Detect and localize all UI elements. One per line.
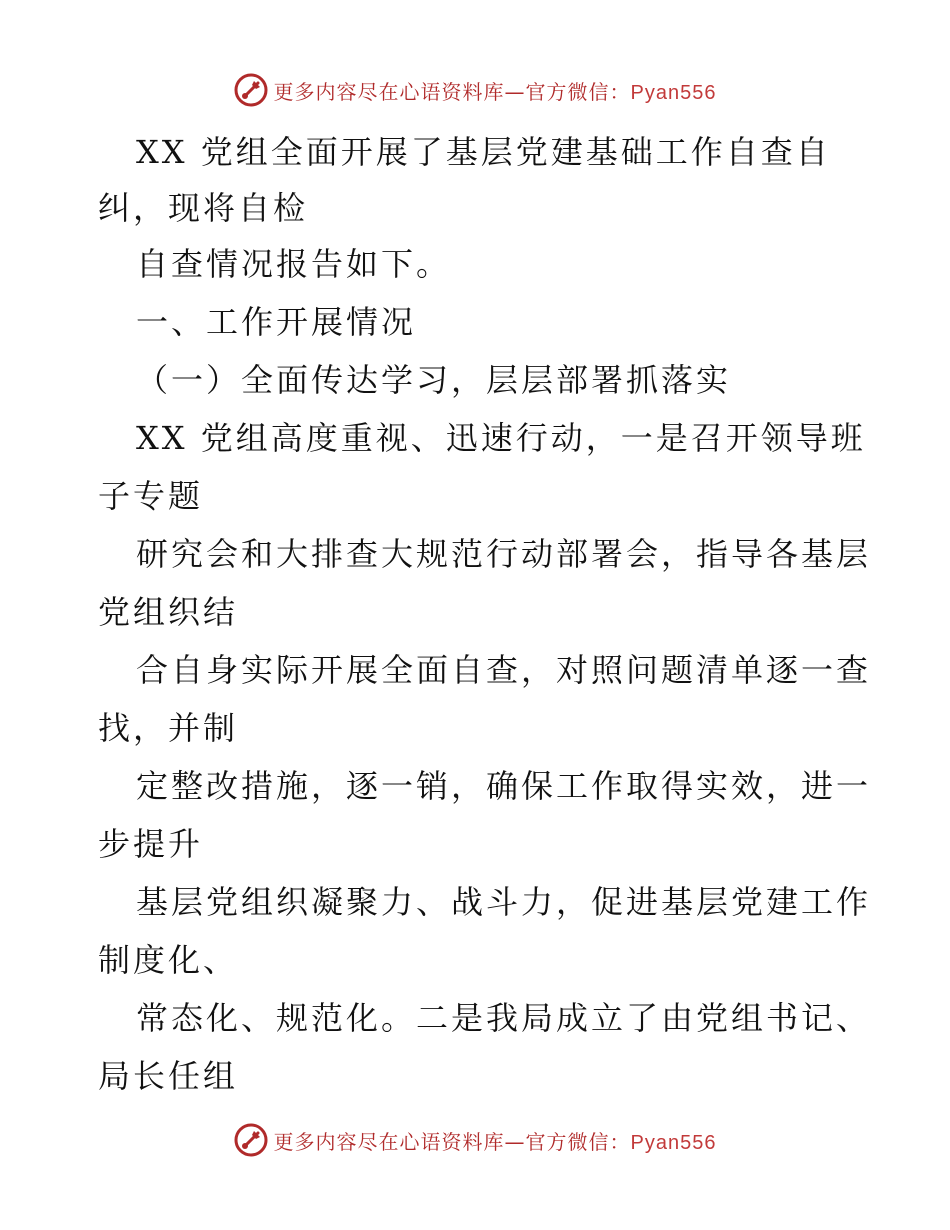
watermark-text	[274, 76, 717, 105]
logo-icon	[234, 1123, 268, 1157]
watermark-label: 更多内容尽在心语资料库—官方微信：	[273, 1129, 631, 1154]
watermark-id: Pyan556	[630, 1131, 717, 1154]
footer-watermark	[0, 1120, 950, 1160]
text-line: 研究会和大排查大规范行动部署会，指导各基层	[136, 535, 872, 573]
watermark-id: Pyan556	[630, 81, 717, 104]
text-line: 合自身实际开展全面自查，对照问题清单逐一查	[136, 651, 872, 689]
header-watermark	[0, 70, 950, 110]
text-line: 找，并制	[98, 709, 239, 747]
text-line: 党组织结	[98, 593, 239, 631]
logo-icon	[234, 73, 268, 107]
text-line: 自查情况报告如下。	[136, 245, 452, 283]
text-line: XX 党组高度重视、迅速行动，一是召开领导班	[136, 419, 866, 457]
text-line: XX 党组全面开展了基层党建基础工作自查自	[136, 133, 831, 171]
text-line: 纠，现将自检	[98, 189, 309, 227]
text-line: 子专题	[98, 477, 204, 515]
watermark-label: 更多内容尽在心语资料库—官方微信：	[273, 79, 631, 104]
text-line: 制度化、	[98, 941, 239, 979]
text-line: 基层党组织凝聚力、战斗力，促进基层党建工作	[136, 883, 872, 921]
watermark-text	[274, 1126, 717, 1155]
section-heading: 一、工作开展情况	[136, 303, 417, 341]
text-line: 定整改措施，逐一销，确保工作取得实效，进一	[136, 767, 872, 805]
text-line: 局长任组	[98, 1057, 239, 1095]
subsection-heading: （一）全面传达学习，层层部署抓落实	[136, 361, 732, 399]
text-line: 常态化、规范化。二是我局成立了由党组书记、	[136, 999, 872, 1037]
text-line: 步提升	[98, 825, 204, 863]
